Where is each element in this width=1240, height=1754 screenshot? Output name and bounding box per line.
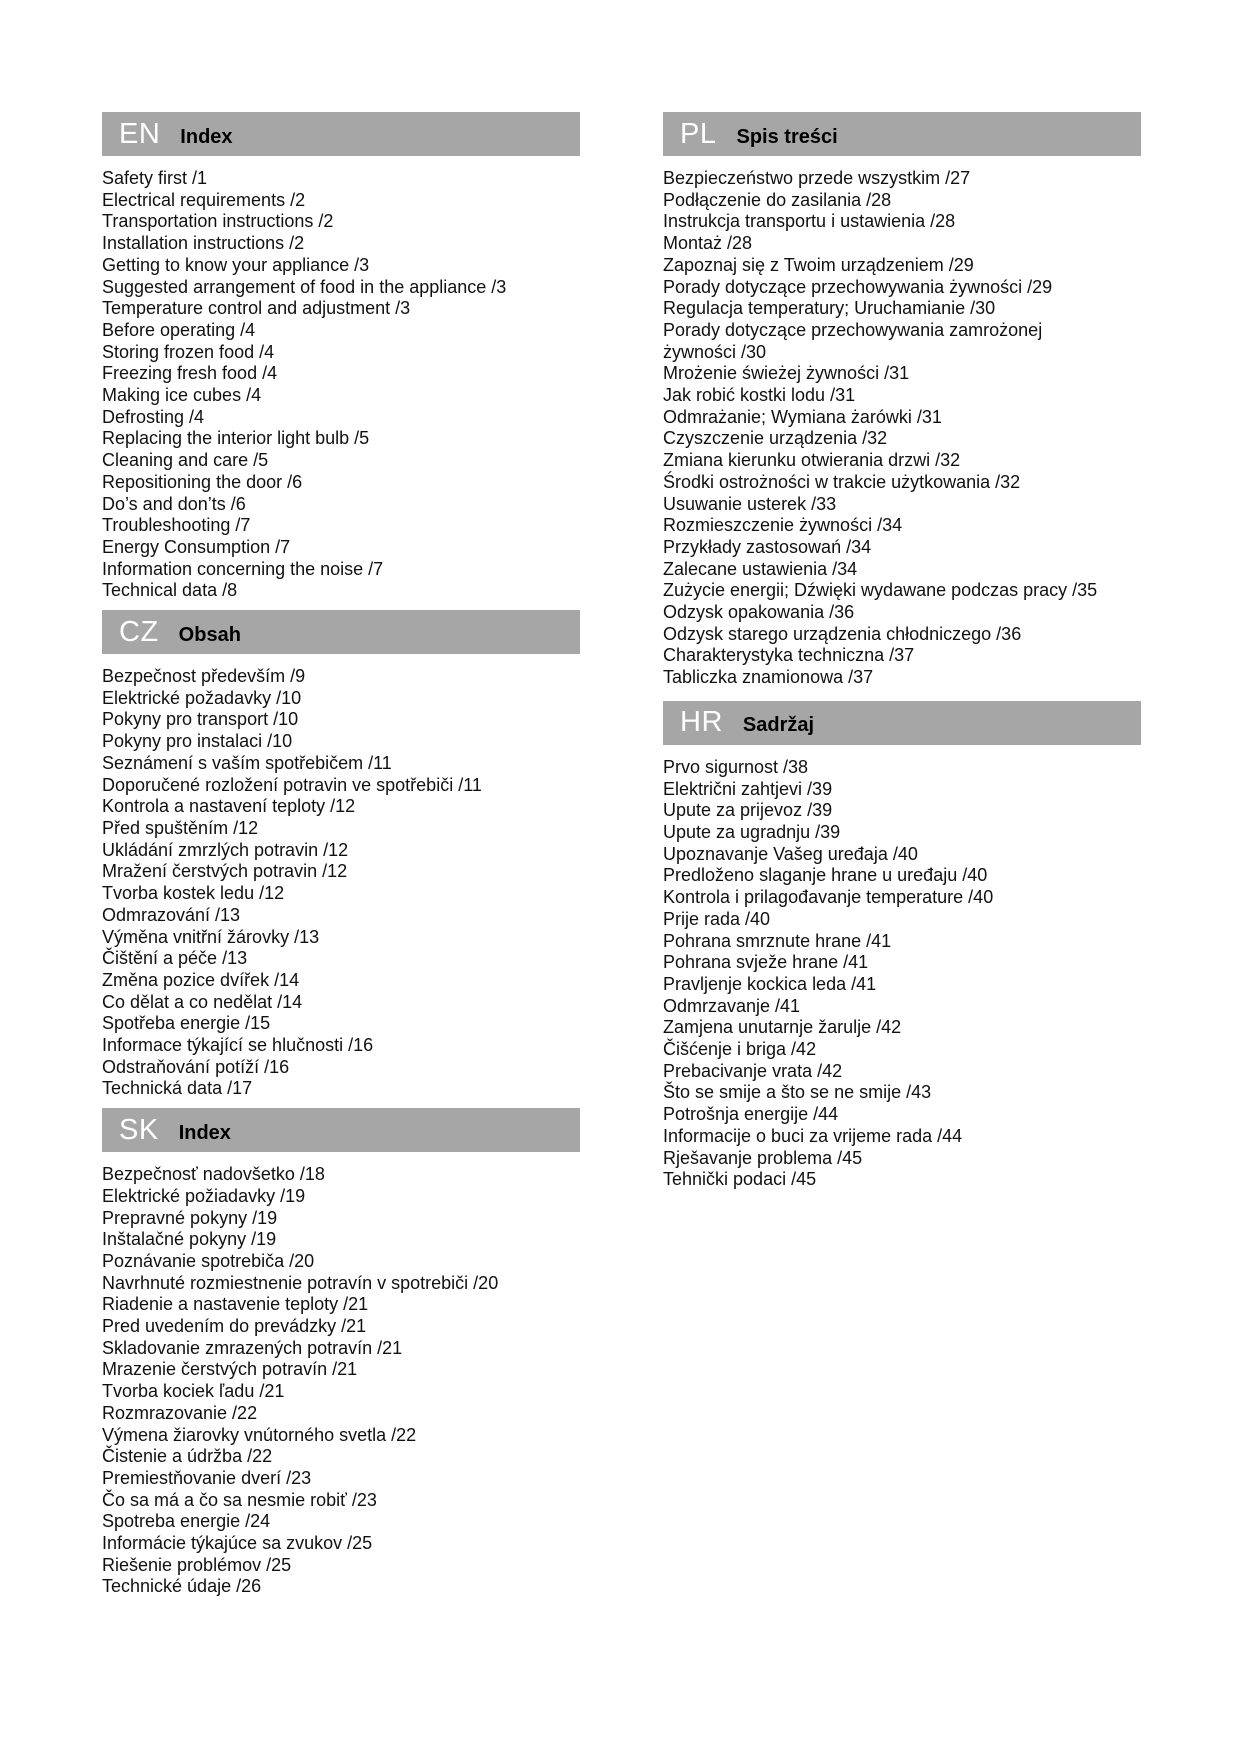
section-title-sk: Index: [178, 1121, 231, 1144]
index-entry: Upute za ugradnju /39: [663, 821, 841, 842]
section-cz: [102, 610, 580, 1100]
index-entry: Electrical requirements /2: [102, 189, 306, 210]
index-entry: Navrhnuté rozmiestnenie potravín v spotrebiči /20: [102, 1272, 499, 1293]
index-entry: Storing frozen food /4: [102, 341, 275, 362]
index-entry: Čišćenje i briga /42: [663, 1039, 817, 1060]
index-entry: Premiestňovanie dverí /23: [102, 1467, 312, 1488]
index-entry: Čištění a péče /13: [102, 948, 248, 969]
index-entry: Zużycie energii; Dźwięki wydawane podczas pracy /35: [663, 580, 1098, 601]
index-entry: Making ice cubes /4: [102, 385, 262, 406]
index-entry: Upoznavanje Vašeg uređaja /40: [663, 843, 918, 864]
index-entry: Jak robić kostki lodu /31: [663, 385, 856, 406]
section-header-cz: [102, 610, 580, 654]
index-entry: Pred uvedením do prevádzky /21: [102, 1316, 367, 1337]
index-entry: Pohrana svježe hrane /41: [663, 952, 869, 973]
index-entry: Prvo sigurnost /38: [663, 756, 809, 777]
index-entry: Pokyny pro instalaci /10: [102, 731, 293, 752]
index-entry: Freezing fresh food /4: [102, 363, 278, 384]
index-entry: Installation instructions /2: [102, 233, 305, 254]
index-entry: Środki ostrożności w trakcie użytkowania /32: [663, 471, 1021, 492]
index-entry: Zapoznaj się z Twoim urządzeniem /29: [663, 254, 974, 275]
index-entry: Výmena žiarovky vnútorného svetla /22: [102, 1424, 417, 1445]
index-entry: Prije rada /40: [663, 908, 771, 929]
index-entry: Kontrola i prilagođavanje temperature /40: [663, 887, 994, 908]
index-entry: Odmrazování /13: [102, 904, 241, 925]
index-entry: Regulacja temperatury; Uruchamianie /30: [663, 298, 996, 319]
section-header-pl: [663, 112, 1141, 156]
section-title-pl: Spis treści: [736, 125, 838, 148]
index-entry: Energy Consumption /7: [102, 536, 291, 557]
index-entry: Rozmieszczenie żywności /34: [663, 515, 903, 536]
index-entry: Odzysk opakowania /36: [663, 602, 855, 623]
lang-code-en: EN: [119, 117, 161, 150]
index-entry: Safety first /1: [102, 168, 208, 188]
index-entry: Električni zahtjevi /39: [663, 778, 833, 799]
index-entry: Odstraňování potíží /16: [102, 1056, 290, 1077]
index-entry: Doporučené rozložení potravin ve spotřebiči /11: [102, 774, 482, 795]
index-entry: Usuwanie usterek /33: [663, 493, 837, 514]
index-entry: Pravljenje kockica leda /41: [663, 973, 877, 994]
index-entry: Tvorba kociek ľadu /21: [102, 1381, 285, 1402]
index-entry: Informácie týkajúce sa zvukov /25: [102, 1533, 373, 1554]
index-entry: Poznávanie spotrebiča /20: [102, 1250, 315, 1271]
index-entry: Čo sa má a čo sa nesmie robiť /23: [102, 1489, 377, 1510]
section-title-hr: Sadržaj: [742, 714, 815, 737]
section-title-cz: Obsah: [178, 623, 241, 646]
index-entry: Elektrické požadavky /10: [102, 687, 302, 708]
lang-code-pl: PL: [680, 117, 717, 150]
index-entry: Porady dotyczące przechowywania żywności /29: [663, 276, 1053, 297]
index-entry: Predloženo slaganje hrane u uređaju /40: [663, 865, 988, 886]
index-entry: Zamjena unutarnje žarulje /42: [663, 1017, 902, 1038]
index-entry: Przykłady zastosowań /34: [663, 536, 872, 557]
index-entry: Cleaning and care /5: [102, 450, 269, 471]
index-entry: Informace týkající se hlučnosti /16: [102, 1035, 374, 1056]
index-entry: Charakterystyka techniczna /37: [663, 645, 915, 666]
index-list-hr: [663, 757, 1141, 1191]
section-sk: [102, 1108, 580, 1598]
index-entry: Elektrické požiadavky /19: [102, 1185, 306, 1206]
index-entry: Kontrola a nastavení teploty /12: [102, 796, 356, 817]
index-entry: Prepravné pokyny /19: [102, 1207, 278, 1228]
index-entry: Do’s and don’ts /6: [102, 493, 246, 514]
index-list-pl: [663, 168, 1141, 689]
section-header-sk: [102, 1108, 580, 1152]
index-entry: Před spuštěním /12: [102, 817, 259, 838]
lang-code-hr: HR: [680, 706, 723, 739]
index-entry: żywności /30: [663, 341, 767, 362]
index-entry: Repositioning the door /6: [102, 471, 303, 492]
index-entry: Zalecane ustawienia /34: [663, 558, 858, 579]
index-entry: Rješavanje problema /45: [663, 1147, 863, 1168]
index-entry: Riadenie a nastavenie teploty /21: [102, 1294, 369, 1315]
index-entry: Mražení čerstvých potravin /12: [102, 861, 348, 882]
index-entry: Potrošnja energije /44: [663, 1104, 839, 1125]
index-list-sk: [102, 1164, 580, 1598]
index-entry: Getting to know your appliance /3: [102, 254, 370, 275]
index-entry: Before operating /4: [102, 319, 256, 340]
index-entry: Prebacivanje vrata /42: [663, 1060, 843, 1081]
index-entry: Rozmrazovanie /22: [102, 1402, 258, 1423]
index-entry: Replacing the interior light bulb /5: [102, 428, 370, 449]
index-entry: Skladovanie zmrazených potravín /21: [102, 1337, 403, 1358]
index-entry: Výměna vnitřní žárovky /13: [102, 926, 320, 947]
index-entry: Information concerning the noise /7: [102, 558, 384, 579]
index-entry: Technical data /8: [102, 580, 238, 601]
index-entry: Transportation instructions /2: [102, 211, 334, 232]
section-pl: [663, 112, 1141, 689]
index-entry: Defrosting /4: [102, 406, 205, 427]
index-entry: Odzysk starego urządzenia chłodniczego /36: [663, 623, 1022, 644]
index-entry: Spotreba energie /24: [102, 1511, 271, 1532]
left-column: [102, 112, 580, 1606]
index-entry: Ukládání zmrzlých potravin /12: [102, 839, 349, 860]
index-entry: Změna pozice dvířek /14: [102, 969, 300, 990]
index-entry: Temperature control and adjustment /3: [102, 298, 411, 319]
index-entry: Co dělat a co nedělat /14: [102, 991, 303, 1012]
index-list-cz: [102, 666, 580, 1100]
index-entry: Suggested arrangement of food in the appliance /3: [102, 276, 507, 297]
index-entry: Odmrzavanje /41: [663, 995, 801, 1016]
index-entry: Spotřeba energie /15: [102, 1013, 271, 1034]
index-entry: Czyszczenie urządzenia /32: [663, 428, 888, 449]
index-entry: Što se smije a što se ne smije /43: [663, 1082, 932, 1103]
section-en: [102, 112, 580, 602]
index-entry: Odmrażanie; Wymiana żarówki /31: [663, 406, 942, 427]
section-header-hr: [663, 701, 1141, 745]
index-entry: Inštalačné pokyny /19: [102, 1229, 277, 1250]
section-hr: [663, 701, 1141, 1191]
index-entry: Mrazenie čerstvých potravín /21: [102, 1359, 358, 1380]
right-column: [663, 112, 1141, 1199]
index-entry: Technická data /17: [102, 1078, 253, 1099]
index-list-en: [102, 168, 580, 602]
index-entry: Tabliczka znamionowa /37: [663, 667, 874, 688]
index-entry: Seznámení s vaším spotřebičem /11: [102, 752, 392, 773]
index-entry: Montaż /28: [663, 233, 753, 254]
index-entry: Bezpečnosť nadovšetko /18: [102, 1164, 325, 1185]
index-entry: Pokyny pro transport /10: [102, 709, 299, 730]
index-entry: Technické údaje /26: [102, 1576, 262, 1597]
index-entry: Čistenie a údržba /22: [102, 1446, 273, 1467]
index-entry: Zmiana kierunku otwierania drzwi /32: [663, 450, 961, 471]
index-entry: Bezpieczeństwo przede wszystkim /27: [663, 168, 971, 188]
index-entry: Riešenie problémov /25: [102, 1554, 292, 1575]
index-entry: Tvorba kostek ledu /12: [102, 883, 285, 904]
index-entry: Informacije o buci za vrijeme rada /44: [663, 1125, 963, 1146]
index-entry: Porady dotyczące przechowywania zamrożonej: [663, 319, 1043, 340]
index-entry: Pohrana smrznute hrane /41: [663, 930, 892, 951]
index-entry: Upute za prijevoz /39: [663, 800, 833, 821]
index-entry: Tehnički podaci /45: [663, 1169, 817, 1190]
index-entry: Podłączenie do zasilania /28: [663, 189, 892, 210]
lang-code-cz: CZ: [119, 615, 159, 648]
section-header-en: [102, 112, 580, 156]
index-entry: Mrożenie świeżej żywności /31: [663, 363, 910, 384]
section-title-en: Index: [180, 125, 233, 148]
lang-code-sk: SK: [119, 1113, 159, 1146]
index-entry: Instrukcja transportu i ustawienia /28: [663, 211, 956, 232]
index-entry: Bezpečnost především /9: [102, 666, 306, 687]
index-entry: Troubleshooting /7: [102, 515, 251, 536]
